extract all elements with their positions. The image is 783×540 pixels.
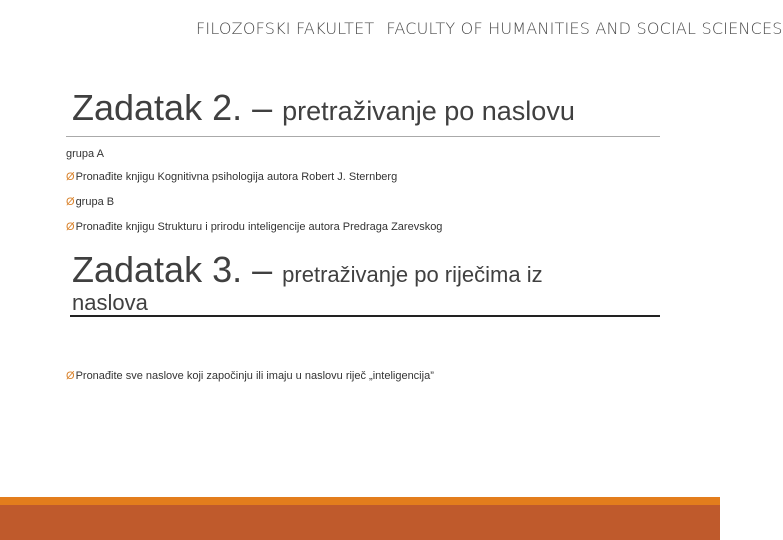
- task3-title-rest: pretraživanje po riječima iz: [282, 262, 543, 287]
- task2-title-prefix: Zadatak 2. –: [72, 87, 273, 128]
- footer-bar: [0, 505, 720, 540]
- faculty-banner: [196, 16, 783, 40]
- task2-title: [72, 86, 575, 133]
- task3-title-continuation: naslova: [72, 290, 148, 315]
- title-divider: [66, 136, 660, 137]
- task2-line-3: [66, 196, 114, 208]
- faculty-name-local: FILOZOFSKI FAKULTET: [196, 18, 375, 38]
- task2-line-text: grupa A: [66, 148, 104, 160]
- task3-line-text: Pronađite sve naslove koji započinju ili imaju u naslovu riječ „inteligencija”: [75, 370, 434, 382]
- arrow-bullet-icon: Ø: [66, 221, 75, 233]
- task3-line-1: [66, 370, 434, 382]
- task2-line-text: Pronađite knjigu Kognitivna psihologija autora Robert J. Sternberg: [75, 171, 398, 183]
- task2-line-2: [66, 171, 397, 183]
- footer-accent-strip: [0, 497, 720, 505]
- arrow-bullet-icon: Ø: [66, 370, 75, 382]
- task2-line-text: grupa B: [75, 196, 115, 208]
- arrow-bullet-icon: Ø: [66, 171, 75, 183]
- faculty-name-english: FACULTY OF HUMANITIES AND SOCIAL SCIENCES: [386, 18, 783, 38]
- arrow-bullet-icon: Ø: [66, 196, 75, 208]
- title-underline: [70, 315, 660, 317]
- task2-line-text: Pronađite knjigu Strukturu i prirodu inteligencije autora Predraga Zarevskog: [75, 221, 443, 233]
- task2-title-rest: pretraživanje po naslovu: [282, 96, 575, 126]
- task2-line-4: [66, 221, 442, 233]
- task2-line-1: [66, 148, 104, 160]
- task3-title-prefix: Zadatak 3. –: [72, 249, 273, 290]
